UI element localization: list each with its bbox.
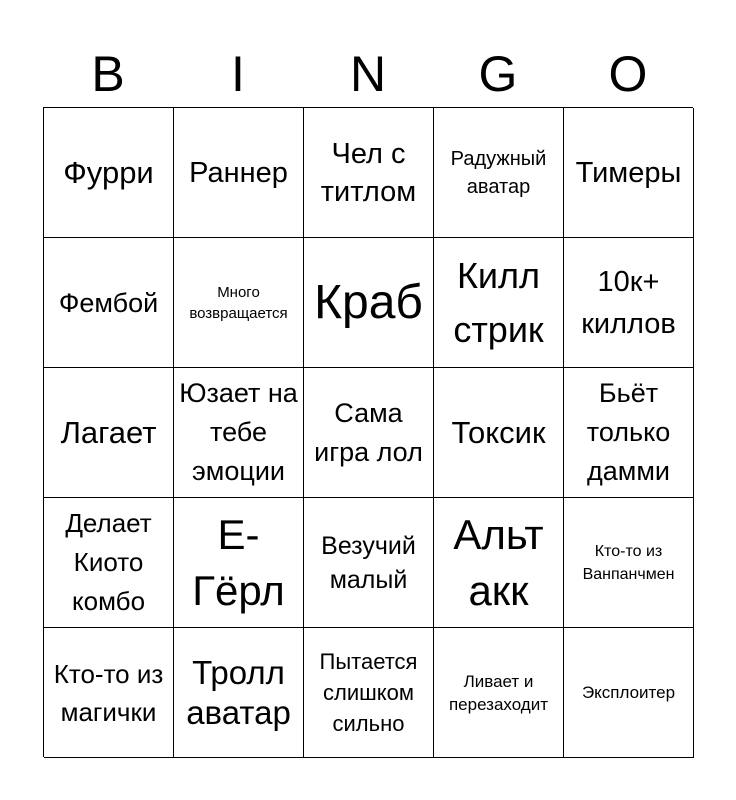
cell-text: Радужный аватар xyxy=(450,147,547,198)
cell-text: Кто-то из Ванпанчмен xyxy=(582,542,675,583)
header-letter-n: N xyxy=(349,46,387,102)
cell-text: Тролл аватар xyxy=(186,653,291,731)
header-letter-i: I xyxy=(231,46,245,102)
bingo-cell[interactable] xyxy=(304,628,434,758)
cell-text: Альт акк xyxy=(453,510,544,614)
cell-text: Тимеры xyxy=(575,156,682,189)
bingo-cell[interactable] xyxy=(174,368,304,498)
cell-text: Делает Киото комбо xyxy=(65,508,152,616)
bingo-cell[interactable] xyxy=(174,108,304,238)
bingo-cell[interactable] xyxy=(44,368,174,498)
cell-text: Кто-то из магички xyxy=(53,658,164,727)
bingo-cell[interactable] xyxy=(434,238,564,368)
bingo-cell[interactable] xyxy=(564,498,694,628)
cell-text: Краб xyxy=(314,275,423,329)
cell-text: Токсик xyxy=(451,414,546,450)
bingo-cell[interactable] xyxy=(304,108,434,238)
bingo-grid xyxy=(43,107,693,757)
cell-text: Лагает xyxy=(60,414,157,450)
header-letter-g: G xyxy=(478,46,518,102)
cell-text: Чел с титлом xyxy=(320,137,417,208)
cell-text: Фембой xyxy=(58,287,159,318)
cell-text: Юзает на тебе эмоции xyxy=(179,378,298,486)
bingo-cell[interactable] xyxy=(44,498,174,628)
bingo-header xyxy=(43,40,693,108)
bingo-cell[interactable] xyxy=(304,368,434,498)
header-letter-o: O xyxy=(608,46,648,102)
bingo-cell[interactable] xyxy=(174,238,304,368)
bingo-cell[interactable] xyxy=(304,238,434,368)
bingo-cell[interactable] xyxy=(174,498,304,628)
bingo-cell[interactable] xyxy=(44,108,174,238)
cell-text: Сама игра лол xyxy=(314,397,423,467)
bingo-cell[interactable] xyxy=(564,628,694,758)
cell-text: Килл стрик xyxy=(453,254,544,350)
cell-text: 10к+ киллов xyxy=(581,265,676,340)
bingo-cell[interactable] xyxy=(434,498,564,628)
bingo-cell[interactable] xyxy=(434,368,564,498)
bingo-cell[interactable] xyxy=(304,498,434,628)
bingo-cell[interactable] xyxy=(434,108,564,238)
cell-text: Раннер xyxy=(189,156,288,189)
bingo-cell[interactable] xyxy=(564,108,694,238)
bingo-cell[interactable] xyxy=(174,628,304,758)
bingo-cell[interactable] xyxy=(434,628,564,758)
header-letter-b: B xyxy=(91,46,125,102)
cell-text: Эксплоитер xyxy=(581,682,676,702)
cell-text: Много возвращается xyxy=(189,283,288,322)
cell-text: Пытается слишком сильно xyxy=(319,649,418,736)
cell-text: Бьёт только дамми xyxy=(586,378,671,486)
cell-text: Е-Гёрл xyxy=(192,510,285,614)
bingo-cell[interactable] xyxy=(564,368,694,498)
bingo-cell[interactable] xyxy=(44,238,174,368)
cell-text: Ливает и перезаходит xyxy=(448,671,549,714)
bingo-cell[interactable] xyxy=(564,238,694,368)
cell-text: Фурри xyxy=(63,154,154,190)
cell-text: Везучий малый xyxy=(321,531,416,594)
bingo-cell[interactable] xyxy=(44,628,174,758)
